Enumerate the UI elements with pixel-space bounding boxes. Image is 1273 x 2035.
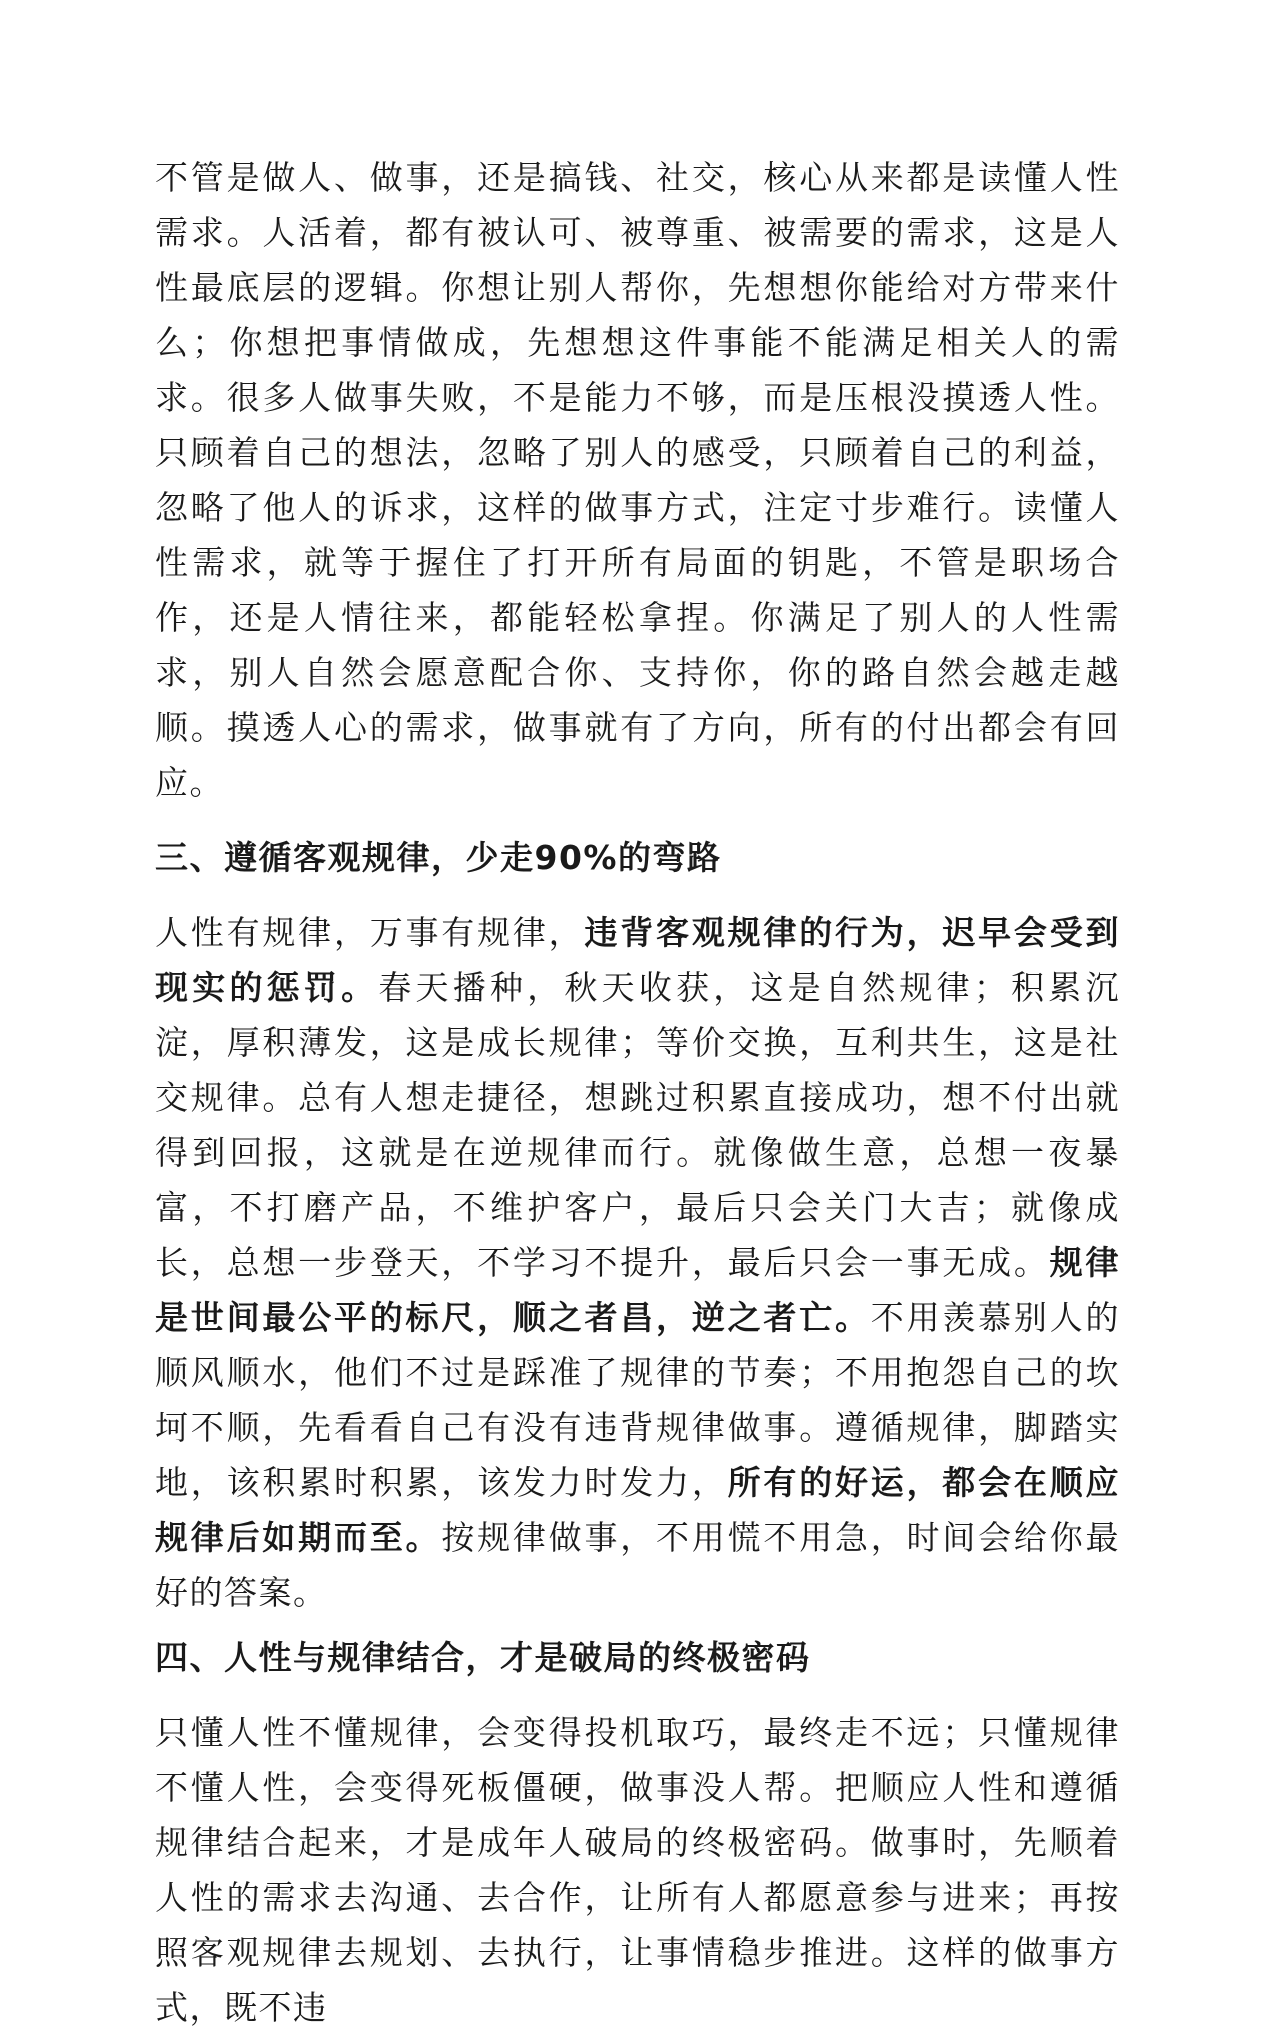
emphasis-text: 规律是世间最公平的标尺，顺之者昌，逆之者亡。 — [155, 1243, 1121, 1337]
emphasis-text: 所有的好运，都会在顺应规律后如期而至。 — [155, 1463, 1121, 1557]
body-paragraph — [155, 905, 1120, 1620]
emphasis-text: 违背客观规律的行为，迟早会受到现实的惩罚。 — [155, 913, 1121, 1007]
body-paragraph: 不管是做人、做事，还是搞钱、社交，核心从来都是读懂人性需求。人活着，都有被认可、被尊重、被需要的需求，这是人性最底层的逻辑。你想让别人帮你，先想想你能给对方带来什么；你想把事情做成，先想想这件事能不能满足相关人的需求。很多人做事失败，不是能力不够，而是压根没摸透人性。只顾着自己的想法，忽略了别人的感受，只顾着自己的利益，忽略了他人的诉求，这样的做事方式，注定寸步难行。读懂人性需求，就等于握住了打开所有局面的钥匙，不管是职场合作，还是人情往来，都能轻松拿捏。你满足了别人的人性需求，别人自然会愿意配合你、支持你，你的路自然会越走越顺。摸透人心的需求，做事就有了方向，所有的付出都会有回应。 — [155, 158, 1120, 802]
section-heading-4: 四、人性与规律结合，才是破局的终极密码 — [155, 1638, 811, 1677]
paragraph-text: 不用羡慕别人的顺风顺水，他们不过是踩准了规律的节奏；不用抱怨自己的坎坷不顺，先看看自己有没有违背规律做事。遵循规律，脚踏实地，该积累时积累，该发力时发力， — [155, 1298, 1121, 1502]
paragraph-text: 春天播种，秋天收获，这是自然规律；积累沉淀，厚积薄发，这是成长规律；等价交换，互利共生，这是社交规律。总有人想走捷径，想跳过积累直接成功，想不付出就得到回报，这就是在逆规律而行。就像做生意，总想一夜暴富，不打磨产品，不维护客户，最后只会关门大吉；就像成长，总想一步登天，不学习不提升，最后只会一事无成。 — [155, 968, 1121, 1282]
paragraph-text: 人性有规律，万事有规律， — [155, 913, 585, 952]
body-paragraph: 只懂人性不懂规律，会变得投机取巧，最终走不远；只懂规律不懂人性，会变得死板僵硬，做事没人帮。把顺应人性和遵循规律结合起来，才是成年人破局的终极密码。做事时，先顺着人性的需求去沟通、去合作，让所有人都愿意参与进来；再按照客观规律去规划、去执行，让事情稳步推进。这样的做事方式，既不违 — [155, 1713, 1120, 2027]
document-page — [155, 150, 1120, 2035]
paragraph-text: 按规律做事，不用慌不用急，时间会给你最好的答案。 — [155, 1518, 1121, 1612]
section-heading-3: 三、遵循客观规律，少走90%的弯路 — [155, 838, 722, 877]
